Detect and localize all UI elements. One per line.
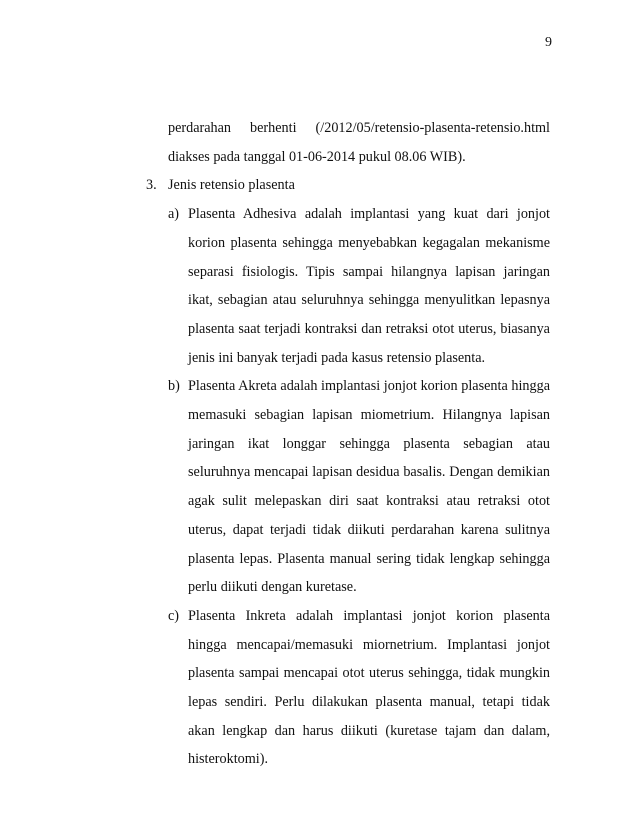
list-marker: b) [168, 378, 180, 395]
list-marker: a) [168, 206, 180, 223]
list-marker: c) [168, 607, 180, 624]
list-item-text: Plasenta Adhesiva adalah implantasi yang kuat dari jonjot korion plasenta sehingga menyebabkan kegagalan mekanisme separasi fisiologis. Tipis sampai hilangnya lapisan jaringan ikat, sebagian atau seluruhnya sehingga menyulitkan lepasnya plasenta saat terjadi kontraksi dan retraksi otot uterus, biasanya jenis ini banyak terjadi pada kasus retensio plasenta. [188, 206, 550, 366]
section-number: 3. [146, 177, 157, 194]
continuation-paragraph: perdarahan berhenti (/2012/05/retensio-plasenta-retensio.html diakses pada tanggal 01-06-2014 pukul 08.06 WIB). [168, 120, 550, 165]
page-number: 9 [545, 35, 552, 50]
section-heading [146, 171, 550, 200]
document-body [0, 114, 638, 774]
section-title: Jenis retensio plasenta [168, 177, 295, 194]
list-item-text: Plasenta Akreta adalah implantasi jonjot korion plasenta hingga memasuki sebagian lapisan miometrium. Hilangnya lapisan jaringan ikat longgar sehingga plasenta sebagian atau seluruhnya mencapai lapisan desidua basalis. Dengan demikian agak sulit melepaskan diri saat kontraksi atau retraksi otot uterus, dapat terjadi tidak diikuti perdarahan karena sulitnya plasenta lepas. Plasenta manual sering tidak lengkap sehingga perlu diikuti dengan kuretase. [188, 378, 550, 596]
list-item-b [168, 372, 550, 602]
list-item-text: Plasenta Inkreta adalah implantasi jonjot korion plasenta hingga mencapai/memasuki miornetrium. Implantasi jonjot plasenta sampai mencapai otot uterus sehingga, tidak mungkin lepas sendiri. Perlu dilakukan plasenta manual, tetapi tidak akan lengkap dan harus diikuti (kuretase tajam dan dalam, histeroktomi). [188, 607, 550, 768]
list-item-c [168, 602, 550, 774]
list-item-a [168, 200, 550, 372]
